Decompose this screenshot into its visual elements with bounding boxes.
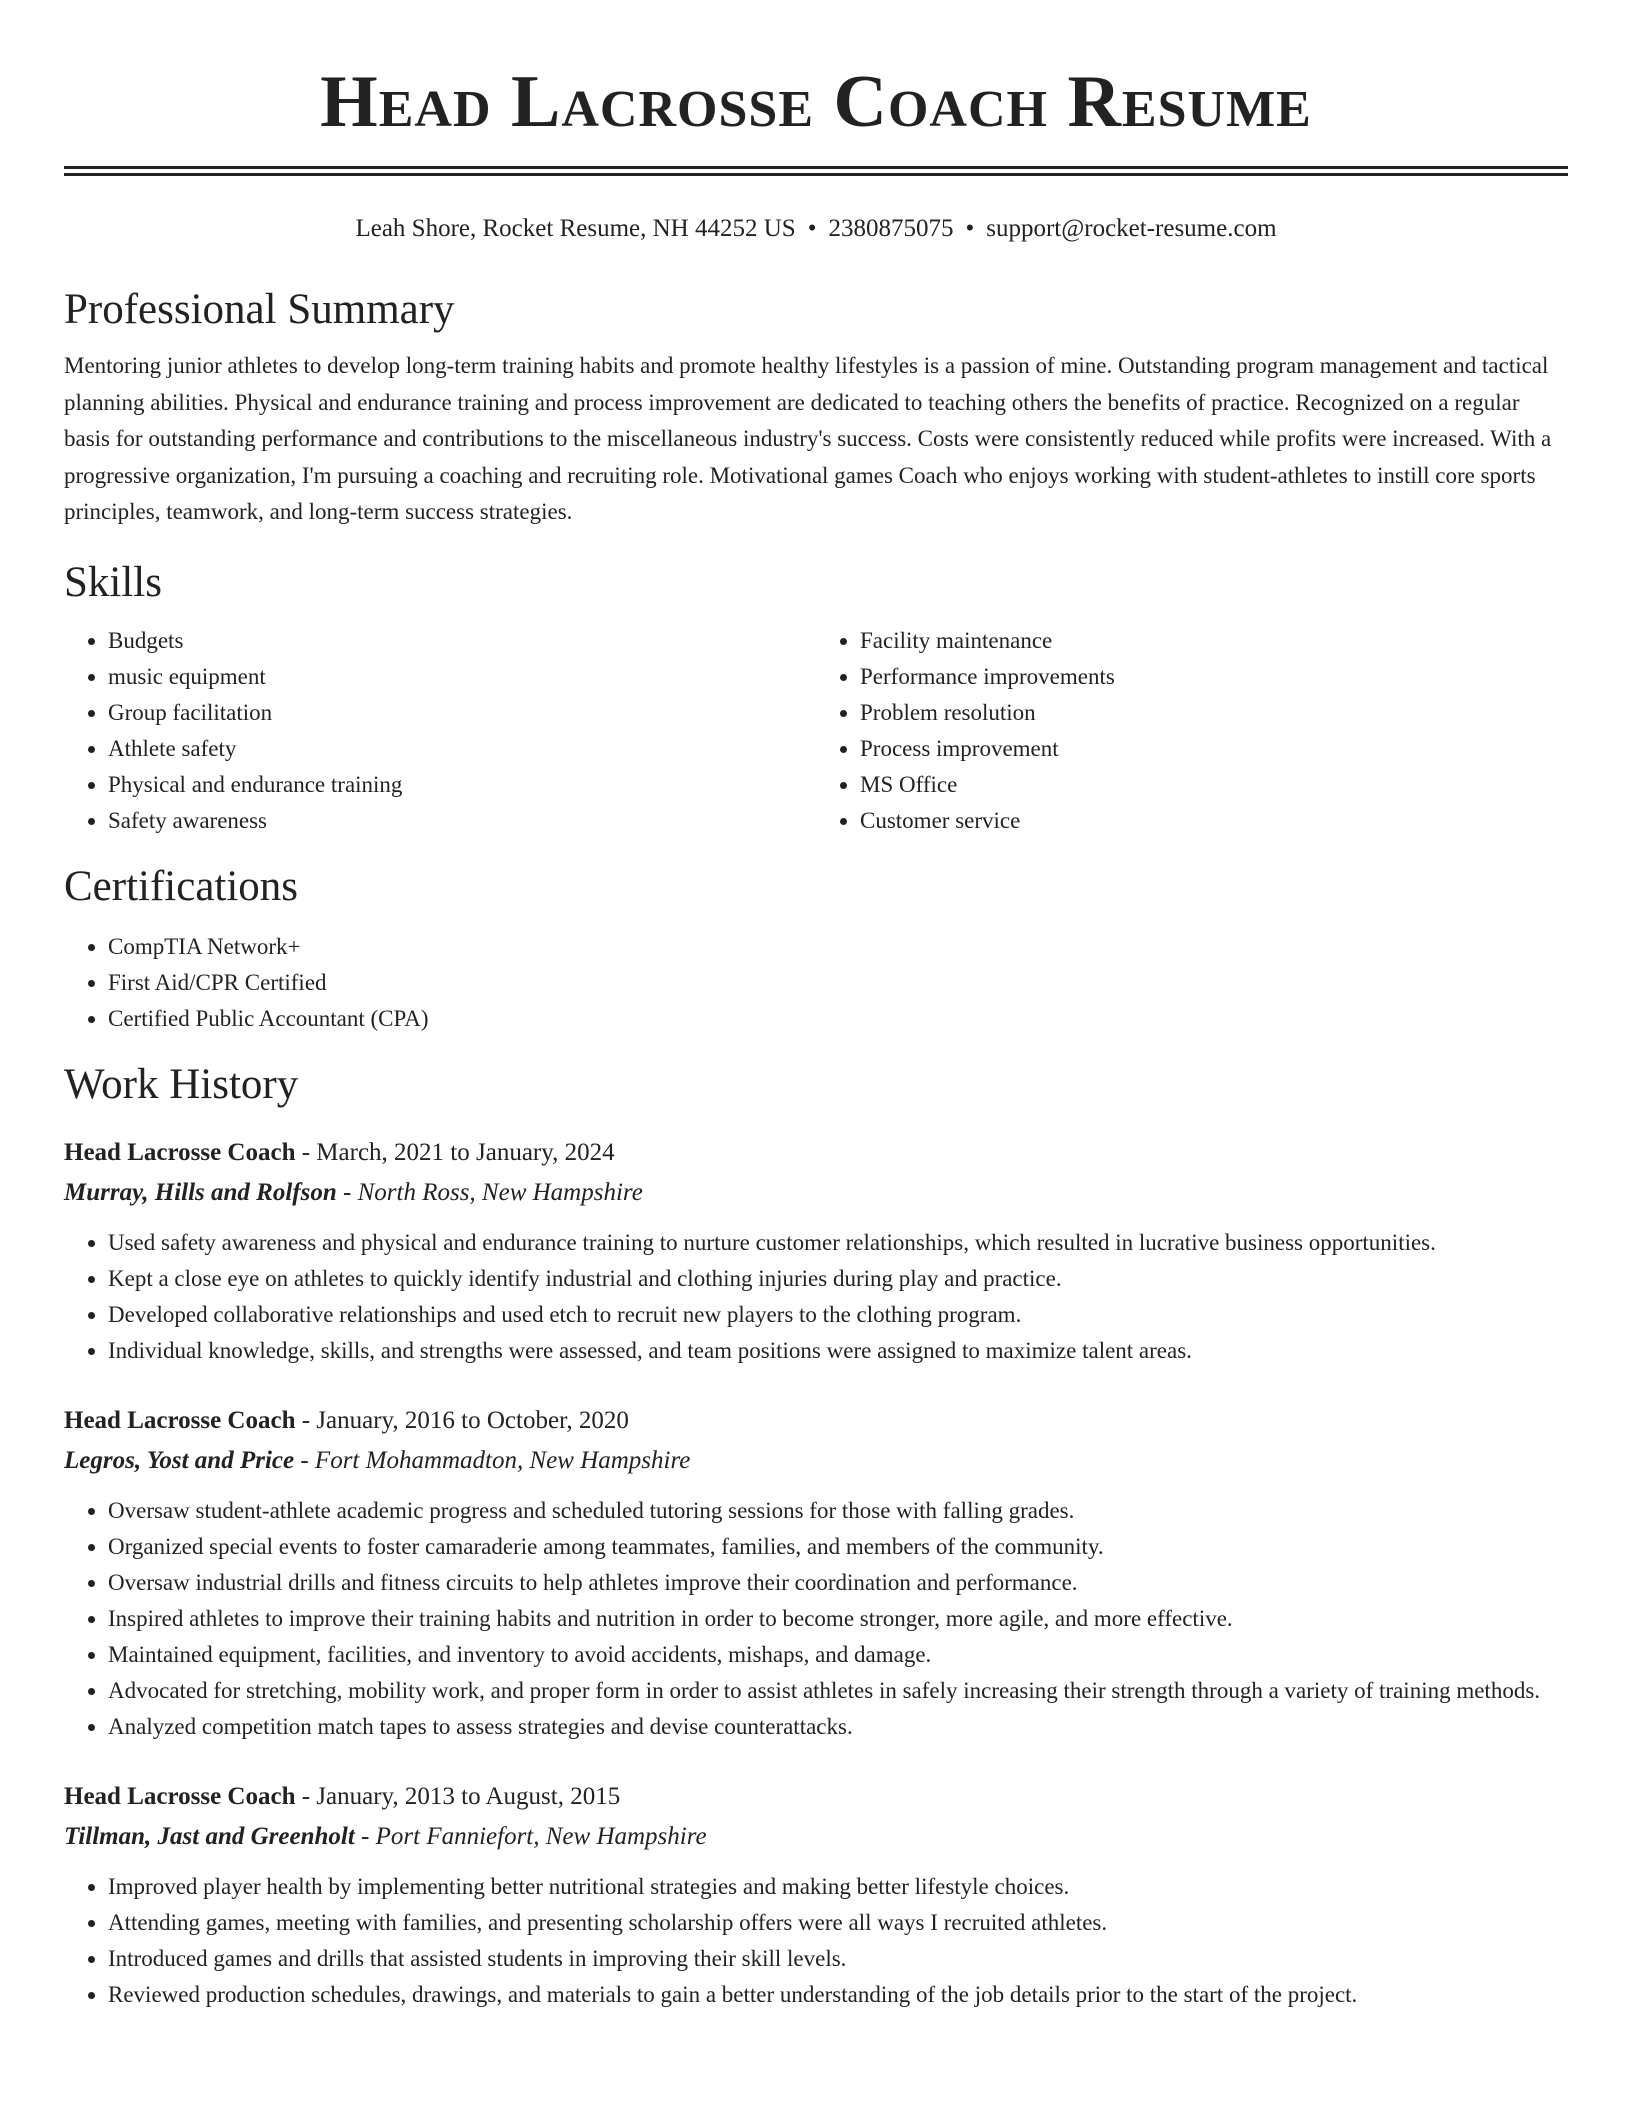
job-company: Murray, Hills and Rolfson bbox=[64, 1178, 337, 1206]
contact-email: support@rocket-resume.com bbox=[986, 215, 1277, 242]
job-title: Head Lacrosse Coach bbox=[64, 1782, 296, 1810]
skill-item: • Facility maintenance bbox=[860, 623, 1568, 659]
job-header bbox=[64, 1401, 1568, 1441]
contact-line bbox=[64, 212, 1568, 246]
job-bullet: • Introduced games and drills that assisted students in improving their skill levels. bbox=[108, 1941, 1568, 1977]
skills-list-right bbox=[816, 623, 1568, 839]
contact-phone: 2380875075 bbox=[828, 215, 954, 242]
job-bullets bbox=[64, 1869, 1568, 2013]
job-bullet: • Organized special events to foster camaraderie among teammates, families, and members of the community. bbox=[108, 1529, 1568, 1565]
job-bullet: • Kept a close eye on athletes to quickly identify industrial and clothing injuries during play and practice. bbox=[108, 1261, 1568, 1297]
certification-item: • Certified Public Accountant (CPA) bbox=[108, 1001, 1568, 1037]
job-bullet: • Attending games, meeting with families, and presenting scholarship offers were all ways I recruited athletes. bbox=[108, 1905, 1568, 1941]
certifications-list bbox=[64, 929, 1568, 1037]
job-employer bbox=[64, 1441, 1568, 1481]
job-entry bbox=[64, 1133, 1568, 1369]
summary-heading: Professional Summary bbox=[64, 286, 455, 333]
job-bullet: • Individual knowledge, skills, and strengths were assessed, and team positions were assigned to maximize talent areas. bbox=[108, 1333, 1568, 1369]
skill-item: • Athlete safety bbox=[108, 731, 816, 767]
job-bullet: • Reviewed production schedules, drawings, and materials to gain a better understanding of the job details prior to the start of the project. bbox=[108, 1977, 1568, 2013]
job-dates: - January, 2013 to August, 2015 bbox=[295, 1782, 621, 1810]
job-bullet: • Analyzed competition match tapes to assess strategies and devise counterattacks. bbox=[108, 1709, 1568, 1745]
certifications-heading: Certifications bbox=[64, 862, 299, 910]
job-bullet: • Advocated for stretching, mobility work, and proper form in order to assist athletes in safely increasing their strength through a variety of training methods. bbox=[108, 1673, 1568, 1709]
job-title: Head Lacrosse Coach bbox=[64, 1406, 296, 1434]
skills-list-left bbox=[64, 623, 816, 839]
work-history-heading: Work History bbox=[64, 1060, 299, 1108]
job-employer bbox=[64, 1173, 1568, 1213]
job-bullet: • Oversaw student-athlete academic progress and scheduled tutoring sessions for those with falling grades. bbox=[108, 1493, 1568, 1529]
resume-page bbox=[64, 0, 1568, 2013]
contact-separator: • bbox=[807, 215, 817, 242]
job-company: Legros, Yost and Price bbox=[64, 1446, 295, 1474]
contact-address: Leah Shore, Rocket Resume, NH 44252 US bbox=[355, 215, 796, 242]
summary-text: Mentoring junior athletes to develop long-term training habits and promote healthy lifestyles is a passion of mine. Outstanding program management and tactical planning abilities. Physical and endurance training and process improvement are dedicated to teaching others the benefits of practice. Recognized on a regular basis for outstanding performance and contributions to the miscellaneous industry's success. Costs were consistently reduced while profits were increased. With a progressive organization, I'm pursuing a coaching and recruiting role. Motivational games Coach who enjoys working with student-athletes to instill core sports principles, teamwork, and long-term success strategies. bbox=[64, 353, 1552, 524]
job-employer bbox=[64, 1817, 1568, 1857]
job-location: - North Ross, New Hampshire bbox=[336, 1178, 643, 1206]
job-header bbox=[64, 1777, 1568, 1817]
job-location: - Fort Mohammadton, New Hampshire bbox=[294, 1446, 691, 1474]
job-dates: - March, 2021 to January, 2024 bbox=[295, 1138, 615, 1166]
skill-item: • MS Office bbox=[860, 767, 1568, 803]
skill-item: • Group facilitation bbox=[108, 695, 816, 731]
job-bullet: • Improved player health by implementing better nutritional strategies and making better lifestyle choices. bbox=[108, 1869, 1568, 1905]
job-bullets bbox=[64, 1493, 1568, 1745]
skill-item: • Process improvement bbox=[860, 731, 1568, 767]
skills-heading: Skills bbox=[64, 558, 162, 606]
title-divider bbox=[64, 166, 1568, 176]
job-bullet: • Maintained equipment, facilities, and inventory to avoid accidents, mishaps, and damage. bbox=[108, 1637, 1568, 1673]
certification-item: • CompTIA Network+ bbox=[108, 929, 1568, 965]
skill-item: • Physical and endurance training bbox=[108, 767, 816, 803]
skill-item: • Budgets bbox=[108, 623, 816, 659]
job-company: Tillman, Jast and Greenholt bbox=[64, 1822, 355, 1850]
certification-item: • First Aid/CPR Certified bbox=[108, 965, 1568, 1001]
skill-item: • Safety awareness bbox=[108, 803, 816, 839]
job-entry bbox=[64, 1401, 1568, 1745]
job-title: Head Lacrosse Coach bbox=[64, 1138, 296, 1166]
job-bullet: • Developed collaborative relationships and used etch to recruit new players to the clothing program. bbox=[108, 1297, 1568, 1333]
job-bullets bbox=[64, 1225, 1568, 1369]
skill-item: • Customer service bbox=[860, 803, 1568, 839]
contact-separator: • bbox=[965, 215, 975, 242]
job-entry bbox=[64, 1777, 1568, 2013]
skill-item: • Problem resolution bbox=[860, 695, 1568, 731]
skill-item: • music equipment bbox=[108, 659, 816, 695]
skill-item: • Performance improvements bbox=[860, 659, 1568, 695]
job-bullet: • Used safety awareness and physical and endurance training to nurture customer relationships, which resulted in lucrative business opportunities. bbox=[108, 1225, 1568, 1261]
job-location: - Port Fanniefort, New Hampshire bbox=[354, 1822, 707, 1850]
job-bullet: • Inspired athletes to improve their training habits and nutrition in order to become stronger, more agile, and more effective. bbox=[108, 1601, 1568, 1637]
skills-columns bbox=[64, 623, 1568, 839]
resume-title: Head Lacrosse Coach Resume bbox=[320, 61, 1312, 143]
job-header bbox=[64, 1133, 1568, 1173]
job-dates: - January, 2016 to October, 2020 bbox=[295, 1406, 629, 1434]
job-bullet: • Oversaw industrial drills and fitness circuits to help athletes improve their coordination and performance. bbox=[108, 1565, 1568, 1601]
